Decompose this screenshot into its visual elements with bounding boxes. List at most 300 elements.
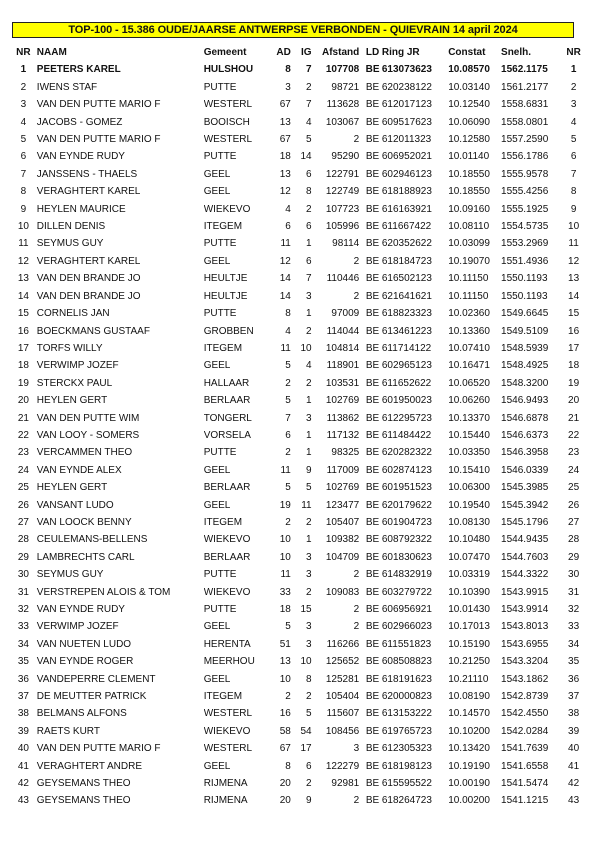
ig-cell: 7 [306, 273, 312, 285]
nr-cell: 33 [17, 621, 29, 633]
name-cell: BOECKMANS GUSTAAF [36, 325, 150, 337]
nr-right-cell: 11 [568, 238, 579, 250]
table-row [12, 305, 584, 322]
nr-right-cell: 15 [568, 308, 580, 320]
ig-cell: 6 [306, 221, 312, 233]
ld-cell: BE [365, 760, 380, 772]
ring-cell: 616502123 [381, 273, 432, 285]
ig-cell: 3 [306, 638, 312, 650]
gemeente-cell: PUTTE [203, 447, 237, 459]
ad-cell: 10 [279, 534, 291, 546]
name-cell: JACOBS - GOMEZ [36, 116, 123, 128]
ig-cell: 8 [306, 673, 312, 685]
afstand-cell: 108456 [325, 725, 360, 737]
afstand-cell: 117009 [326, 464, 360, 476]
table-row [12, 549, 584, 566]
nr-cell: 34 [17, 638, 29, 650]
ring-cell: 613461223 [381, 325, 432, 337]
constat-cell: 10.19070 [448, 255, 490, 267]
snelheid-cell: 1546.6878 [501, 412, 549, 424]
nr-cell: 12 [17, 255, 29, 267]
name-cell: VERSTREPEN ALOIS & TOM [36, 586, 171, 598]
constat-cell: 10.21250 [448, 656, 490, 668]
ring-cell: 620238122 [381, 81, 432, 93]
ld-cell: BE [365, 360, 380, 372]
ring-cell: 620282322 [381, 447, 432, 459]
constat-cell: 10.03140 [448, 81, 490, 93]
name-cell: VERWIMP JOZEF [36, 360, 119, 372]
table-row [12, 758, 584, 775]
name-cell: DILLEN DENIS [36, 221, 106, 233]
name-cell: TORFS WILLY [36, 342, 103, 354]
nr-right-cell: 38 [568, 708, 580, 720]
nr-cell: 37 [17, 691, 29, 703]
ring-cell: 618198123 [381, 760, 432, 772]
snelheid-cell: 1545.3985 [501, 482, 549, 494]
table-row [12, 671, 584, 688]
ad-cell: 13 [279, 656, 291, 668]
snelheid-cell: 1541.1215 [501, 795, 549, 807]
ring-cell: 618188923 [381, 186, 432, 198]
nr-right-cell: 13 [568, 273, 580, 285]
afstand-cell: 117132 [326, 429, 360, 441]
results-title-banner: TOP-100 - 15.386 OUDE/JAARSE ANTWERPSE VERBONDEN - QUIEVRAIN 14 april 2024 [12, 22, 574, 38]
name-cell: VAN DEN PUTTE MARIO F [36, 134, 161, 146]
constat-cell: 10.01140 [448, 151, 490, 163]
ig-cell: 6 [306, 255, 312, 267]
ad-cell: 11 [280, 464, 291, 476]
ld-cell: BE [365, 551, 380, 563]
snelheid-cell: 1549.6645 [501, 308, 549, 320]
nr-cell: 15 [17, 308, 29, 320]
nr-cell: 4 [20, 116, 27, 128]
afstand-cell: 102769 [325, 395, 360, 407]
snelheid-cell: 1543.6955 [501, 638, 549, 650]
nr-cell: 31 [17, 586, 29, 598]
table-row [12, 601, 584, 618]
ig-cell: 2 [306, 586, 312, 598]
ld-cell: BE [365, 725, 380, 737]
gemeente-cell: WESTERL [203, 708, 253, 720]
nr-right-cell: 17 [568, 342, 580, 354]
ring-cell: 612295723 [381, 412, 432, 424]
nr-cell: 17 [17, 342, 29, 354]
nr-right-cell: 4 [570, 116, 577, 128]
ld-cell: BE [365, 134, 380, 146]
ig-cell: 17 [300, 743, 312, 755]
afstand-cell: 113628 [326, 99, 360, 111]
gemeente-cell: WESTERL [203, 99, 253, 111]
nr-cell: 39 [17, 725, 29, 737]
name-cell: HEYLEN GERT [36, 482, 108, 494]
ig-cell: 1 [306, 308, 312, 320]
snelheid-cell: 1554.5735 [501, 221, 549, 233]
gemeente-cell: PUTTE [203, 604, 237, 615]
afstand-cell: 118901 [326, 360, 360, 372]
ig-cell: 3 [306, 621, 312, 633]
ring-cell: 611484422 [381, 429, 432, 441]
name-cell: VERAGHTERT ANDRE [36, 760, 143, 772]
afstand-cell: 114044 [326, 325, 360, 337]
afstand-cell: 2 [353, 290, 360, 302]
nr-cell: 30 [17, 569, 29, 581]
nr-cell: 40 [17, 743, 29, 755]
ld-cell: BE [365, 116, 380, 128]
ld-cell: BE [365, 81, 380, 93]
table-row [12, 270, 584, 287]
ig-cell: 10 [300, 342, 312, 354]
nr-cell: 24 [17, 464, 29, 476]
table-row [12, 653, 584, 670]
table-row [12, 375, 584, 392]
ld-cell: BE [365, 273, 380, 285]
ring-cell: 614832919 [381, 569, 432, 581]
name-cell: HEYLEN MAURICE [36, 203, 126, 215]
ld-cell: BE [365, 168, 380, 180]
nr-cell: 41 [17, 760, 29, 772]
ig-cell: 9 [306, 795, 312, 807]
ld-cell: BE [365, 255, 380, 267]
name-cell: SEYMUS GUY [36, 569, 104, 581]
ig-cell: 2 [306, 325, 312, 337]
ld-cell: BE [365, 464, 380, 476]
nr-right-cell: 41 [568, 760, 580, 772]
snelheid-cell: 1544.3322 [501, 569, 549, 581]
ld-cell: BE [365, 447, 380, 459]
nr-cell: 29 [17, 551, 29, 563]
gemeente-cell: HEULTJE [203, 290, 248, 302]
ad-cell: 2 [285, 691, 291, 703]
ig-cell: 6 [306, 760, 312, 772]
ld-cell: BE [365, 795, 380, 807]
ld-cell: BE [365, 656, 380, 668]
snelheid-cell: 1543.9914 [501, 604, 549, 615]
name-cell: LAMBRECHTS CARL [36, 551, 135, 563]
nr-right-cell: 23 [568, 447, 580, 459]
ad-cell: 12 [279, 186, 291, 198]
name-cell: GEYSEMANS THEO [36, 795, 131, 807]
name-cell: VANSANT LUDO [36, 499, 114, 511]
afstand-cell: 110446 [326, 273, 360, 285]
nr-cell: 38 [17, 708, 29, 720]
ld-cell: BE [365, 290, 380, 302]
table-row [12, 775, 584, 792]
ld-cell: BE [365, 238, 380, 250]
header-nr-right: NR [566, 47, 581, 58]
gemeente-cell: BERLAAR [203, 551, 251, 563]
nr-right-cell: 10 [568, 221, 580, 233]
name-cell: VERAGHTERT KAREL [36, 255, 141, 267]
name-cell: IWENS STAF [36, 81, 98, 93]
table-row [12, 584, 584, 601]
ad-cell: 13 [279, 168, 291, 180]
nr-right-cell: 43 [568, 795, 580, 807]
name-cell: VAN DEN PUTTE MARIO F [36, 743, 161, 755]
nr-cell: 11 [18, 238, 29, 250]
ld-cell: BE [365, 64, 380, 76]
nr-cell: 8 [20, 186, 27, 198]
constat-cell: 10.07470 [448, 551, 490, 563]
constat-cell: 10.10480 [448, 534, 490, 546]
table-row [12, 218, 584, 235]
nr-right-cell: 5 [570, 134, 577, 146]
constat-cell: 10.16471 [448, 360, 490, 372]
snelheid-cell: 1548.5939 [501, 342, 549, 354]
nr-cell: 36 [17, 673, 29, 685]
constat-cell: 10.02360 [448, 308, 490, 320]
gemeente-cell: HULSHOU [203, 64, 254, 76]
table-row [12, 340, 584, 357]
afstand-cell: 2 [353, 134, 360, 146]
ring-cell: 620352622 [381, 238, 432, 250]
gemeente-cell: GEEL [203, 499, 231, 511]
gemeente-cell: WESTERL [203, 134, 253, 146]
snelheid-cell: 1555.9578 [501, 168, 549, 180]
nr-cell: 6 [20, 151, 27, 163]
gemeente-cell: HERENTA [203, 638, 251, 650]
ad-cell: 10 [279, 673, 291, 685]
ad-cell: 18 [279, 604, 291, 615]
nr-cell: 28 [17, 534, 29, 546]
ig-cell: 1 [306, 429, 312, 441]
afstand-cell: 104814 [325, 342, 360, 354]
table-row [12, 479, 584, 496]
table-row [12, 410, 584, 427]
ring-cell: 613153222 [381, 708, 432, 720]
snelheid-cell: 1542.0284 [501, 725, 549, 737]
nr-right-cell: 16 [568, 325, 580, 337]
gemeente-cell: BERLAAR [203, 482, 251, 494]
snelheid-cell: 1544.7603 [501, 551, 549, 563]
name-cell: VANDEPERRE CLEMENT [36, 673, 156, 685]
constat-cell: 10.08130 [448, 516, 490, 528]
ring-cell: 606952021 [381, 151, 432, 163]
header-row [12, 44, 584, 61]
ld-cell: BE [365, 395, 380, 407]
ld-cell: BE [365, 586, 380, 598]
ld-cell: BE [365, 99, 380, 111]
ad-cell: 8 [285, 760, 291, 772]
snelheid-cell: 1546.0339 [501, 464, 549, 476]
nr-cell: 21 [17, 412, 29, 424]
ad-cell: 6 [285, 429, 291, 441]
snelheid-cell: 1551.4936 [501, 255, 549, 267]
constat-cell: 10.03350 [448, 447, 490, 459]
constat-cell: 10.06090 [448, 116, 490, 128]
ring-cell: 602965123 [381, 360, 432, 372]
constat-cell: 10.15410 [448, 464, 490, 476]
afstand-cell: 115607 [326, 708, 360, 720]
ad-cell: 67 [279, 743, 291, 755]
table-row [12, 114, 584, 131]
table-row [12, 288, 584, 305]
constat-cell: 10.06520 [448, 377, 490, 389]
ig-cell: 6 [306, 168, 312, 180]
table-row [12, 705, 584, 722]
ring-cell: 611551823 [381, 638, 432, 650]
ld-cell: BE [365, 534, 380, 546]
table-row [12, 148, 584, 165]
ig-cell: 4 [306, 116, 312, 128]
gemeente-cell: WIEKEVO [203, 725, 251, 737]
ad-cell: 5 [285, 395, 291, 407]
gemeente-cell: BOOISCH [203, 116, 250, 128]
ad-cell: 5 [285, 482, 291, 494]
name-cell: VAN EYNDE ALEX [36, 464, 122, 476]
snelheid-cell: 1558.6831 [501, 99, 549, 111]
nr-cell: 3 [20, 99, 27, 111]
table-row [12, 740, 584, 757]
name-cell: CORNELIS JAN [36, 308, 110, 320]
snelheid-cell: 1542.4550 [501, 708, 549, 720]
constat-cell: 10.21110 [448, 673, 489, 685]
ring-cell: 602966023 [381, 621, 432, 633]
constat-cell: 10.01430 [448, 604, 490, 615]
constat-cell: 10.12580 [448, 134, 490, 146]
ld-cell: BE [365, 308, 380, 320]
nr-right-cell: 8 [570, 186, 577, 198]
gemeente-cell: WIEKEVO [203, 534, 251, 546]
results-body [12, 61, 584, 809]
constat-cell: 10.19190 [448, 760, 490, 772]
gemeente-cell: ITEGEM [203, 221, 243, 233]
ld-cell: BE [365, 569, 380, 581]
nr-cell: 35 [17, 656, 29, 668]
nr-cell: 27 [17, 516, 29, 528]
nr-cell: 18 [17, 360, 29, 372]
ring-cell: 618264723 [381, 795, 432, 807]
ig-cell: 2 [306, 691, 312, 703]
afstand-cell: 122749 [325, 186, 360, 198]
snelheid-cell: 1546.6373 [501, 429, 549, 441]
ad-cell: 2 [285, 516, 291, 528]
nr-cell: 9 [20, 203, 27, 215]
gemeente-cell: MEERHOU [203, 656, 255, 668]
ring-cell: 601951523 [381, 482, 432, 494]
snelheid-cell: 1550.1193 [501, 290, 548, 302]
snelheid-cell: 1543.1862 [501, 673, 549, 685]
nr-right-cell: 26 [568, 499, 580, 511]
nr-right-cell: 12 [568, 255, 580, 267]
nr-right-cell: 18 [568, 360, 580, 372]
gemeente-cell: TONGERL [203, 412, 252, 424]
nr-right-cell: 36 [568, 673, 580, 685]
constat-cell: 10.07410 [448, 342, 490, 354]
afstand-cell: 2 [353, 604, 360, 615]
constat-cell: 10.15440 [448, 429, 490, 441]
ld-cell: BE [365, 482, 380, 494]
ig-cell: 7 [306, 64, 312, 76]
ad-cell: 58 [279, 725, 291, 737]
nr-right-cell: 19 [568, 377, 580, 389]
ld-cell: BE [365, 604, 380, 615]
gemeente-cell: WIEKEVO [203, 203, 251, 215]
ld-cell: BE [365, 708, 380, 720]
gemeente-cell: PUTTE [203, 81, 237, 93]
table-row [12, 427, 584, 444]
afstand-cell: 109382 [325, 534, 360, 546]
gemeente-cell: HALLAAR [203, 377, 250, 389]
ld-cell: BE [365, 203, 380, 215]
gemeente-cell: GEEL [203, 760, 231, 772]
header-afstand: Afstand [322, 47, 360, 58]
snelheid-cell: 1543.9915 [501, 586, 549, 598]
snelheid-cell: 1548.4925 [501, 360, 549, 372]
ad-cell: 14 [279, 290, 291, 302]
ring-cell: 619765723 [381, 725, 432, 737]
name-cell: VAN DEN BRANDE JO [36, 273, 141, 285]
name-cell: BELMANS ALFONS [36, 708, 127, 720]
ig-cell: 2 [306, 203, 312, 215]
snelheid-cell: 1542.8739 [501, 691, 549, 703]
nr-right-cell: 3 [570, 99, 577, 111]
ring-cell: 620179622 [381, 499, 432, 511]
snelheid-cell: 1543.8013 [501, 621, 549, 633]
constat-cell: 10.14570 [448, 708, 490, 720]
nr-right-cell: 40 [568, 743, 580, 755]
ig-cell: 5 [306, 482, 312, 494]
ring-cell: 601830623 [381, 551, 432, 563]
afstand-cell: 125281 [325, 673, 360, 685]
ad-cell: 2 [285, 447, 291, 459]
afstand-cell: 98721 [331, 81, 360, 93]
constat-cell: 10.03099 [448, 238, 490, 250]
table-row [12, 166, 584, 183]
ad-cell: 8 [285, 308, 291, 320]
gemeente-cell: GEEL [203, 168, 231, 180]
ig-cell: 2 [306, 516, 312, 528]
gemeente-cell: ITEGEM [203, 342, 243, 354]
afstand-cell: 98325 [331, 447, 360, 459]
ad-cell: 14 [279, 273, 291, 285]
header-gemeente: Gemeent [203, 47, 247, 58]
nr-right-cell: 22 [568, 429, 580, 441]
constat-cell: 10.03319 [448, 569, 490, 581]
gemeente-cell: PUTTE [203, 238, 237, 250]
ring-cell: 601904723 [381, 516, 432, 528]
ig-cell: 1 [306, 534, 312, 546]
ig-cell: 5 [306, 708, 312, 720]
snelheid-cell: 1541.7639 [501, 743, 549, 755]
header-constat: Constat [448, 47, 486, 58]
ig-cell: 2 [306, 81, 312, 93]
name-cell: CEULEMANS-BELLENS [36, 534, 148, 546]
ig-cell: 1 [306, 447, 312, 459]
ld-cell: BE [365, 743, 380, 755]
snelheid-cell: 1545.1796 [501, 516, 549, 528]
nr-cell: 1 [20, 64, 27, 76]
ring-cell: 612011323 [381, 134, 432, 146]
ad-cell: 67 [279, 134, 291, 146]
gemeente-cell: PUTTE [203, 151, 237, 163]
afstand-cell: 3 [353, 743, 360, 755]
snelheid-cell: 1561.2177 [501, 81, 549, 93]
ig-cell: 3 [306, 569, 312, 581]
gemeente-cell: ITEGEM [203, 691, 243, 703]
ad-cell: 8 [285, 64, 291, 76]
nr-cell: 16 [17, 325, 29, 337]
ad-cell: 5 [285, 360, 291, 372]
afstand-cell: 107708 [325, 64, 360, 76]
constat-cell: 10.10200 [448, 725, 490, 737]
snelheid-cell: 1557.2590 [501, 134, 549, 146]
name-cell: VAN NUETEN LUDO [36, 638, 132, 650]
ad-cell: 33 [279, 586, 291, 598]
gemeente-cell: GEEL [203, 255, 231, 267]
table-row [12, 566, 584, 583]
ring-cell: 611714122 [381, 342, 432, 354]
table-row [12, 688, 584, 705]
